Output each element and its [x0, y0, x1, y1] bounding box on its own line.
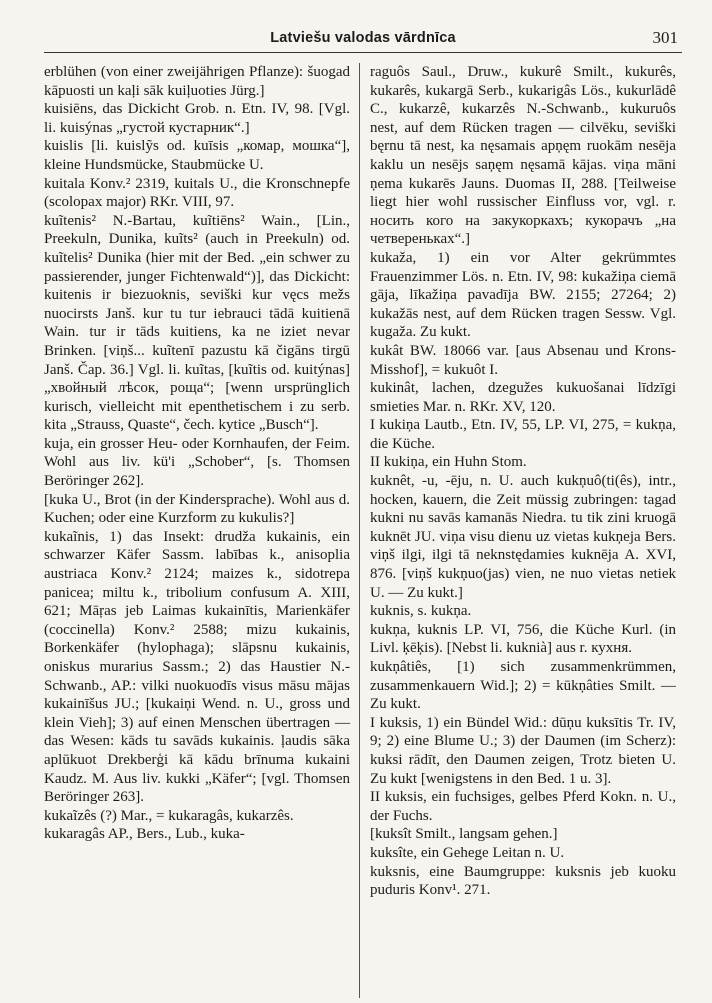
entry-kuksite: kuksîte, ein Gehege Leitan n. U.: [370, 844, 565, 861]
entry-kuja: kuja, ein grosser Heu- oder Kornhaufen, der Feim. Wohl aus liv. kü'i „Schober“, [s. Thomsen Beröringer 262].: [44, 435, 350, 490]
entry-kuksis-2: II kuksis, ein fuchsiges, gelbes Pferd Kokn. n. U., der Fuchs.: [370, 789, 676, 824]
entry-kukainis: kukaĩnis, 1) das Insekt: drudža kukainis, ein schwarzer Käfer Sassm. labības k., anisoplia austriaca Konv.² 2124; maizes k., sidotrepa panicea; miltu k., tribolium confusum A. XIII, 621; Māŗas jeb Laimas kukainītis, Marienkäfer (coccinella) Konv.² 2588; mizu kukainis, Borkenkäfer (hylophaga); slāpsnu kukainis, oniskus murarius Sassm.; 2) das Haustier N.-Schwanb., AP.: vilki nuokuodīs visus māsu mājas kukainīšus JU.; [kukaiņi Wend. n. U., gross und klein Vieh]; 3) auf einen Menschen übertragen — das Wesen: kāds tu savāds kukainis. ļaudis sāka aplūkuot Drekberģi kā kādu brīnuma kukaini Kaudz. M. Aus liv. kukki „Käfer“; [vgl. Thomsen Beröringer 263].: [44, 528, 350, 806]
entry-kuitenis: kuĩtenis² N.-Bartau, kuĩtiēns² Wain., [Lin., Preekuln, Dunika, kuĩts² (auch in Preekuln) od. kuĩtelis² Dunika (hier mit der Bed. „ein schwer zu passierender, junger Fichtenwald“)], das Dickicht: kuitenis ir biezuoknis, seviški kur vęcs mežs nuocirsts Janš. kur tu tur iebrauci tādā kuitienā Wain. tur ir tāds kuitiens, ka ne iziet nevar Brinken. [viņš... kuĩtenī pazustu kā čigāns tirgū Janš. Čap. 36.] Vgl. li. kuĩtas, [kuĩtis od. kuitýnas] „хвойный лѣсок, роща“; [wenn ursprünglich kurisch, vielleicht mit epenthetischem i zu serb. kita „Strauss, Quaste“, čech. kytice „Busch“].: [44, 212, 350, 434]
entry-kuksnis: kuksnis, eine Baumgruppe: kuksnis jeb kuoku puduris Konv¹. 271.: [370, 863, 676, 899]
entry-kukaragas-cont: raguôs Saul., Druw., kukurê Smilt., kukurês, kukarês, kukargā Serb., kukarigâs Lös., kukurlādê C., kukarzê, kukarzês N.-Schwanb., kukuruôs nest, auf dem Rücken tragen — cilvēku, seviški bęrnu tā nest, ka nęsamais apņęm ruokām nesēja kaklu un nesējs saņęm nęsamā kājas. viņa māni ņema kukarēs Jauns. Duomas II, 288. [Teilweise liegt hier wohl russischer Einfluss vor, vgl. r. носить кого на закукоркахъ; кукорачъ „на четвереньках“.]: [370, 64, 676, 248]
entry-kukaza: kukaža, 1) ein vor Alter gekrümmtes Frauenzimmer Lös. n. Etn. IV, 98: kukažiņa ciemā gāja, līkažiņa pavadīja BW. 2155; 27264; 2) kukažās nest, auf dem Rücken tragen Sessw. Vgl. kugaža. Zu kukt.: [370, 249, 676, 341]
entry-kukaizes: kukaĩzês (?) Mar., = kukaragâs, kukarzês.: [44, 807, 294, 824]
entry-kukinat: kukinât, lachen, dzegužes kukuošanai līdzīgi smieties Mar. n. RKr. XV, 120.: [370, 380, 676, 415]
page-number: 301: [652, 28, 678, 47]
entry-kuksis-1: I kuksis, 1) ein Bündel Wid.: dūņu kuksītis Tr. IV, 9; 2) eine Blume U.; 3) der Daumen (im Scherz): kuksi rādīt, den Daumen zeigen, Trotz bieten U. Zu kukt [wenigstens in den Bed. 1 u. 3].: [370, 714, 676, 787]
entry-erbluhen-cont: erblühen (von einer zweijährigen Pflanze): šuogad kāpuosti un kaļi sāk kuiļuoties Jürg.]: [44, 64, 350, 99]
entry-kuitala: kuitala Konv.² 2319, kuitals U., die Kronschnepfe (scolopax major) RKr. VIII, 97.: [44, 175, 350, 211]
page-header: [44, 28, 682, 53]
entry-kuknaties: kukņâtiês, [1) sich zusammenkrümmen, zusammenkauern Wid.]; 2) = kūkņâties Smilt. — Zu kukt.: [370, 659, 676, 713]
entry-kuislis: kuislis [li. kuislỹs od. kuīsis „комар, мошка“], kleine Hundsmücke, Staubmücke U.: [44, 138, 350, 173]
two-column-body: [44, 63, 682, 1003]
entry-kuknis: kuknis, s. kukņa.: [370, 603, 472, 620]
entry-kuknet: kuknêt, -u, -ēju, n. U. auch kukņuô(ti(ês), intr., hocken, kauern, die Zeit müssig zubringen: tagad kukni nu savās kamanās Niedra. tu tik zini kruogā kuknēt JU. viņa visu dienu uz vietas kukņeja Bers. viņš ilgi, ilgi tā neknstędamies kuknēja A. XVI, 876. [viņš kukņuo(jas) vien, ne nuo vietas netiek U. — Zu kukt.]: [370, 473, 676, 601]
entry-kukat: kukât BW. 18066 var. [aus Absenau und Krons-Misshof], = kukuôt I.: [370, 342, 676, 378]
right-column: [360, 63, 676, 1003]
left-column: [44, 63, 359, 1003]
entry-kukina-2: II kukiņa, ein Huhn Stom.: [370, 454, 527, 471]
entry-kuksit: [kuksît Smilt., langsam gehen.]: [370, 826, 558, 843]
entry-kuisiens: kuisiēns, das Dickicht Grob. n. Etn. IV, 98. [Vgl. li. kuisýnas „густой кустарник“.]: [44, 101, 350, 136]
entry-kukna: kukņa, kuknis LP. VI, 756, die Küche Kurl. (in Livl. ķēķis). [Nebst li. kuknià] aus r. кухня.: [370, 621, 676, 657]
entry-kukaragas: kukaragâs AP., Bers., Lub., kuka-: [44, 826, 245, 843]
entry-kukina-1: I kukiņa Lautb., Etn. IV, 55, LP. VI, 275, = kukņa, die Küche.: [370, 417, 676, 452]
entry-kuka: [kuka U., Brot (in der Kindersprache). Wohl aus d. Kuchen; oder eine Kurzform zu kukulis?]: [44, 491, 350, 527]
running-title: Latviešu valodas vārdnīca: [270, 30, 456, 46]
